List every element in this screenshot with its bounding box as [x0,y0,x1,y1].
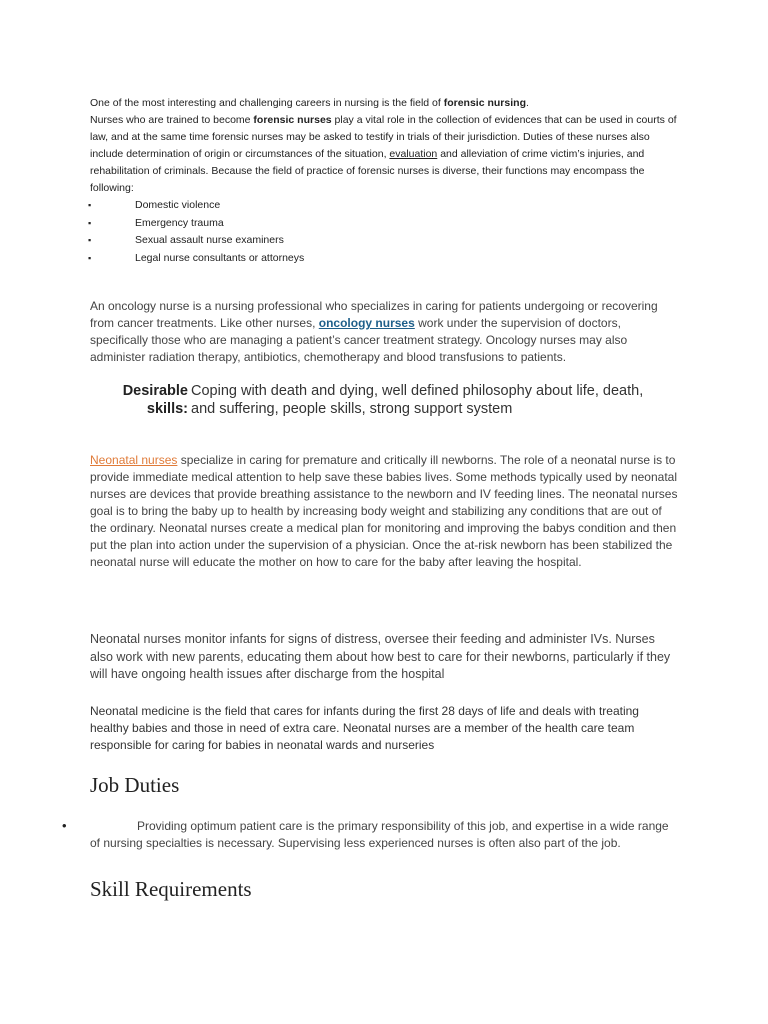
forensic-nurses-term: forensic nurses [253,114,332,126]
forensic-intro: One of the most interesting and challenging careers in nursing is the field of forensic nursing. [90,97,529,109]
neonatal-paragraph: Neonatal nurses specialize in caring for premature and critically ill newborns. The role of a neonatal nurse is to provide immediate medical attention to help save these babies lives. Some methods typically used by neonatal nurses are devices that provide breathing assistance to the newborn and IV feeding lines. The neonatal nurses goal is to bring the baby up to health by increasing body weight and stabilizing any conditions that are out of the ordinary. Neonatal nurses create a medical plan for monitoring and improving the babys condition and then put the plan into action under the supervision of a physician. Once the at-risk newborn has been stabilized the neonatal nurse will educate the mother on how to care for the baby after leaving the hospital. [90,453,678,569]
neonatal-nurses-link[interactable]: Neonatal nurses [90,453,178,467]
evaluation-link[interactable]: evaluation [389,148,438,160]
job-duties-heading: Job Duties [90,773,180,797]
skill-requirements-heading: Skill Requirements [90,877,252,901]
forensic-functions-list [90,197,680,267]
neonatal-monitor-paragraph: Neonatal nurses monitor infants for signs of distress, oversee their feeding and administer IVs. Nurses also work with new parents, educating them about how best to care for their newborns, particularly if they will have ongoing health issues after discharge from the hospital [90,632,671,681]
desirable-skills-label: Desirable skills: [122,383,188,417]
list-item: ▪ Sexual assault nurse examiners [90,232,680,250]
neonatal-medicine-paragraph: Neonatal medicine is the field that cares for infants during the first 28 days of life and deals with treating healthy babies and those in need of extra care. Neonatal nurses are a member of the health care team responsible for caring for babies in neonatal wards and nurseries [90,704,639,752]
list-item: Providing optimum patient care is the primary responsibility of this job, and expertise in a wide range of nursing specialties is necessary. Supervising less experienced nurses is often also part of the job. [90,819,669,850]
list-item: ▪ Emergency trauma [90,215,680,233]
list-item: ▪ Domestic violence [90,197,680,215]
forensic-nursing-term: forensic nursing [443,97,526,109]
oncology-paragraph: An oncology nurse is a nursing professional who specializes in caring for patients undergoing or recovering from cancer treatments. Like other nurses, oncology nurses work under the supervision of doctors, specifically those who are managing a patient’s cancer treatment strategy. Oncology nurses may also administer radiation therapy, antibiotics, chemotherapy and blood transfusions to patients. [90,299,658,364]
oncology-nurses-link[interactable]: oncology nurses [318,316,415,330]
bullet-icon: • [62,818,67,833]
list-item: ▪ Legal nurse consultants or attorneys [90,250,680,268]
forensic-section [90,95,680,267]
forensic-body: Nurses who are trained to become forensic nurses play a vital role in the collection of evidences that can be used in courts of law, and at the same time forensic nurses may be asked to testify in trials of their jurisdiction. Duties of these nurses also include determination of origin or circumstances of the situation, evaluation and alleviation of crime victim’s injuries, and rehabilitation of criminals. Because the field of practice of forensic nurses is diverse, their functions may encompass the following: [90,114,677,194]
desirable-skills-text: Coping with death and dying, well defined philosophy about life, death, and suffering, people skills, strong support system [191,383,644,417]
